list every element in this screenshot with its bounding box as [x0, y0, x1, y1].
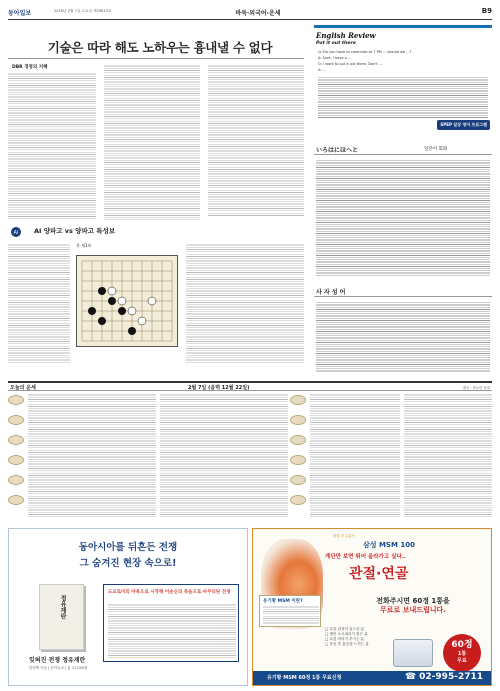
- msm-info-body: [263, 605, 319, 625]
- english-review-box: [314, 25, 492, 135]
- idiom-body: [316, 301, 490, 373]
- japanese-header: [314, 143, 492, 155]
- english-body: [318, 76, 488, 118]
- japanese-title: いろはにほへと: [316, 147, 359, 154]
- check-item: □ 무릎·허리가 쑤시는 분: [325, 637, 365, 641]
- check-item: □ 운동 후 통증을 느끼는 분: [325, 642, 369, 646]
- supplement-advertisement[interactable]: [252, 528, 492, 686]
- english-line: A: Sure, I have a ...: [318, 56, 352, 60]
- japanese-subtitle: 일본어 회화: [424, 147, 448, 152]
- check-item: □ 무릎 관절이 있으신 분: [325, 627, 365, 631]
- english-line: Q: I want to put it out there. Don't ...: [318, 62, 383, 66]
- ad-headline-1: 동아시아를 뒤흔든 전쟁: [78, 542, 178, 553]
- fortune-column-1: [28, 393, 156, 517]
- baduk-section: [8, 225, 304, 370]
- zodiac-monkey-icon: [290, 435, 306, 445]
- order-bar[interactable]: [253, 671, 491, 685]
- idiom-section: [314, 285, 492, 377]
- baduk-commentary-1: [8, 243, 70, 363]
- english-line: A: ...: [318, 68, 326, 72]
- book-spine-title: 정유재란: [59, 595, 66, 619]
- newspaper-logo: 동아일보: [8, 10, 32, 17]
- japanese-body: [316, 159, 490, 277]
- order-label: 유기황 MSM 60정 1통 무료신청: [267, 675, 342, 681]
- fortune-column-2: [160, 393, 288, 517]
- zodiac-rabbit-icon: [8, 455, 24, 465]
- free-offer-text: [339, 597, 487, 615]
- baduk-commentary-2: [186, 243, 304, 363]
- zodiac-sheep-icon: [290, 415, 306, 425]
- article-column-1: [8, 72, 96, 220]
- japanese-section: [314, 143, 492, 283]
- dbr-column-title: DBR 경영의 지혜: [12, 65, 48, 70]
- english-line: Q: Do you have to commute at 7 PM ... should we ...?: [318, 50, 412, 54]
- fortune-header: [8, 381, 492, 391]
- fortune-title: 오늘의 운세: [10, 385, 36, 391]
- zodiac-ox-icon: [8, 415, 24, 425]
- book-name: 잊혀진 전쟁 정유재란: [29, 657, 86, 664]
- ad-big-title: 관절·연골: [349, 566, 409, 582]
- product-name: 삼성 MSM 100: [363, 541, 415, 549]
- zodiac-dog-icon: [290, 475, 306, 485]
- badge-count: 60정: [451, 640, 473, 650]
- ad-box-body: [108, 603, 236, 659]
- idiom-header: [314, 285, 492, 297]
- main-headline: 기술은 따라 해도 노하우는 흉내낼 수 없다: [47, 40, 273, 55]
- english-review-title: English Review: [316, 31, 376, 40]
- ad-tagline: 계단만 보면 뛰어 올라가고 싶다..: [325, 554, 406, 560]
- fortune-date: 2월 7일 (음력 12월 22일): [188, 385, 250, 391]
- zodiac-rooster-icon: [290, 455, 306, 465]
- zodiac-pig-icon: [290, 495, 306, 505]
- badge-unit: 1통: [457, 651, 467, 657]
- ad-brand-label: 판매 및 유통사: [333, 534, 355, 538]
- free-offer-line-1: 전화주시면 60정 1통을: [376, 597, 450, 605]
- fortune-column-4: [404, 393, 492, 517]
- zodiac-column-2: [290, 393, 308, 518]
- msm-info-title: 유기황 MSM 이란?: [263, 599, 303, 604]
- zodiac-column: [8, 393, 26, 518]
- fortune-column-3: [310, 393, 400, 517]
- svg-text:AI: AI: [13, 230, 19, 236]
- ad-headline-2: 그 숨겨진 현장 속으로!: [79, 558, 177, 569]
- check-item: □ 계단 오르내리기 힘든 분: [325, 632, 368, 636]
- book-publisher: 한영백 지음 | 동아일보 | 값 17,000원: [29, 666, 88, 670]
- baduk-legend: 흑 제1보: [76, 243, 92, 248]
- zodiac-horse-icon: [290, 395, 306, 405]
- baduk-title: AI 양파고 vs 양파고 특성보: [34, 227, 116, 235]
- go-board: [76, 255, 178, 347]
- spep-badge: SPEP 일상 영어 프로그램: [437, 120, 490, 130]
- page-header: [8, 6, 492, 20]
- article-column-2: [104, 64, 200, 220]
- go-board-grid: [77, 256, 177, 346]
- book-advertisement[interactable]: [8, 528, 248, 686]
- zodiac-dragon-icon: [8, 475, 24, 485]
- book-cover-image: [39, 584, 84, 650]
- symptom-checklist: [325, 627, 393, 647]
- free-offer-line-2: 무료로 보내드립니다.: [380, 606, 446, 614]
- section-title: 바둑·외국어·운세: [235, 10, 281, 17]
- product-bottle-image: [393, 639, 433, 667]
- zodiac-snake-icon: [8, 495, 24, 505]
- free-bottle-badge: [443, 634, 481, 672]
- fortune-section: [8, 393, 492, 518]
- ad-box-heading: 도요토미의 야욕으로 시작해 이순신의 죽음으로 마무리된 전쟁: [108, 590, 231, 595]
- divider: [8, 58, 304, 59]
- ad-text-box: [103, 584, 239, 662]
- article-column-3: [208, 64, 304, 216]
- zodiac-tiger-icon: [8, 435, 24, 445]
- badge-free: 무료: [457, 658, 467, 664]
- fortune-source: 제공 : 하늘안 운세: [462, 386, 490, 390]
- msm-info-card: [259, 595, 321, 627]
- issue-date: 2018년 2월 7일 수요일 제29813호: [54, 9, 112, 13]
- idiom-title: 사 자 성 어: [316, 289, 346, 296]
- zodiac-rat-icon: [8, 395, 24, 405]
- phone-number[interactable]: ☎ 02-995-2711: [404, 672, 483, 682]
- page-number: B9: [481, 7, 492, 15]
- english-review-subtitle: Put it out there: [316, 41, 356, 46]
